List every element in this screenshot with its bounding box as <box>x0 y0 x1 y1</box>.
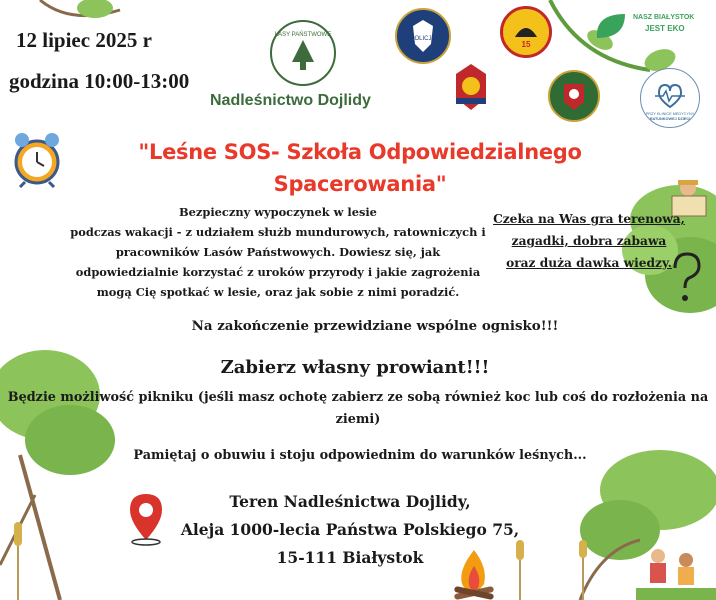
location-address <box>160 488 540 572</box>
picnic-note <box>4 387 712 431</box>
food-note: Zabierz własny prowiant!!! <box>220 357 490 378</box>
alarm-clock-icon <box>10 126 64 188</box>
event-title-line-2: Spacerowania" <box>273 172 447 196</box>
svg-text:LASY PAŃSTWOWE: LASY PAŃSTWOWE <box>274 32 332 38</box>
side-note-line: Czeka na Was gra terenowa, <box>493 212 685 226</box>
eko-logo-text-2: JEST EKO <box>645 24 685 33</box>
bonfire-note: Na zakończenie przewidziane wspólne ognisko!!! <box>191 318 559 334</box>
side-note <box>476 208 702 274</box>
intro-paragraph <box>68 202 488 302</box>
eko-logo <box>593 8 708 44</box>
intro-line: Bezpieczny wypoczynek w lesie <box>179 205 377 219</box>
svg-text:RATUNKOWEJ DZIECI: RATUNKOWEJ DZIECI <box>649 117 691 121</box>
lasy-panstwowe-logo <box>270 20 336 86</box>
picnic-family-illustration <box>636 540 716 600</box>
picnic-note-line: ziemi) <box>335 412 381 427</box>
police-badge-icon <box>397 10 449 62</box>
medical-club-logo <box>640 68 700 128</box>
organizer-name: Nadleśnictwo Dojlidy <box>210 92 371 109</box>
location-line: Teren Nadleśnictwa Dojlidy, <box>229 492 471 511</box>
side-note-line: zagadki, dobra zabawa <box>511 234 667 248</box>
heartbeat-icon <box>641 69 699 127</box>
svg-text:PRZY KLINICE MEDYCYNY: PRZY KLINICE MEDYCYNY <box>645 112 695 116</box>
policja-logo <box>395 8 451 64</box>
event-title <box>110 136 610 200</box>
event-date: 12 lipiec 2025 r <box>16 28 152 52</box>
side-note-line: oraz duża dawka wiedzy. <box>506 256 672 270</box>
location-line: Aleja 1000-lecia Państwa Polskiego 75, <box>180 520 520 539</box>
intro-line: podczas wakacji - z udziałem służb mundurowych, ratowniczych i <box>70 225 486 239</box>
fire-emblem-icon <box>446 60 496 114</box>
forest-guard-logo <box>548 70 600 122</box>
svg-text:15: 15 <box>521 40 531 49</box>
picnic-note-line: Będzie możliwość pikniku (jeśli masz ochotę zabierz ze sobą również koc lub coś do rozłożenia na <box>7 390 709 405</box>
svg-text:POLICJA: POLICJA <box>410 36 436 42</box>
intro-line: mogą Cię spotkać w lesie, oraz jak sobie z nimi poradzić. <box>96 285 460 299</box>
clothing-note: Pamiętaj o obuwiu i stoju odpowiednim do warunków leśnych... <box>133 448 587 463</box>
intro-line: pracowników Lasów Państwowych. Dowiesz się, jak <box>115 245 441 259</box>
location-line: 15-111 Białystok <box>276 548 424 567</box>
leaf-icon <box>593 10 629 42</box>
bottom-left-reeds <box>0 520 40 600</box>
fire-helmet-icon <box>503 9 549 55</box>
intro-line: odpowiedzialnie korzystać z uroków przyrody i jakie zagrożenia <box>75 265 481 279</box>
tree-icon <box>272 22 334 84</box>
event-title-line-1: "Leśne SOS- Szkoła Odpowiedzialnego <box>138 140 582 164</box>
eko-logo-text-1: NASZ BIAŁYSTOK <box>633 14 695 21</box>
psp-emblem-logo <box>446 60 496 114</box>
fire-brigade-logo <box>500 6 552 58</box>
event-time: godzina 10:00-13:00 <box>9 69 190 93</box>
shield-icon <box>550 72 598 120</box>
